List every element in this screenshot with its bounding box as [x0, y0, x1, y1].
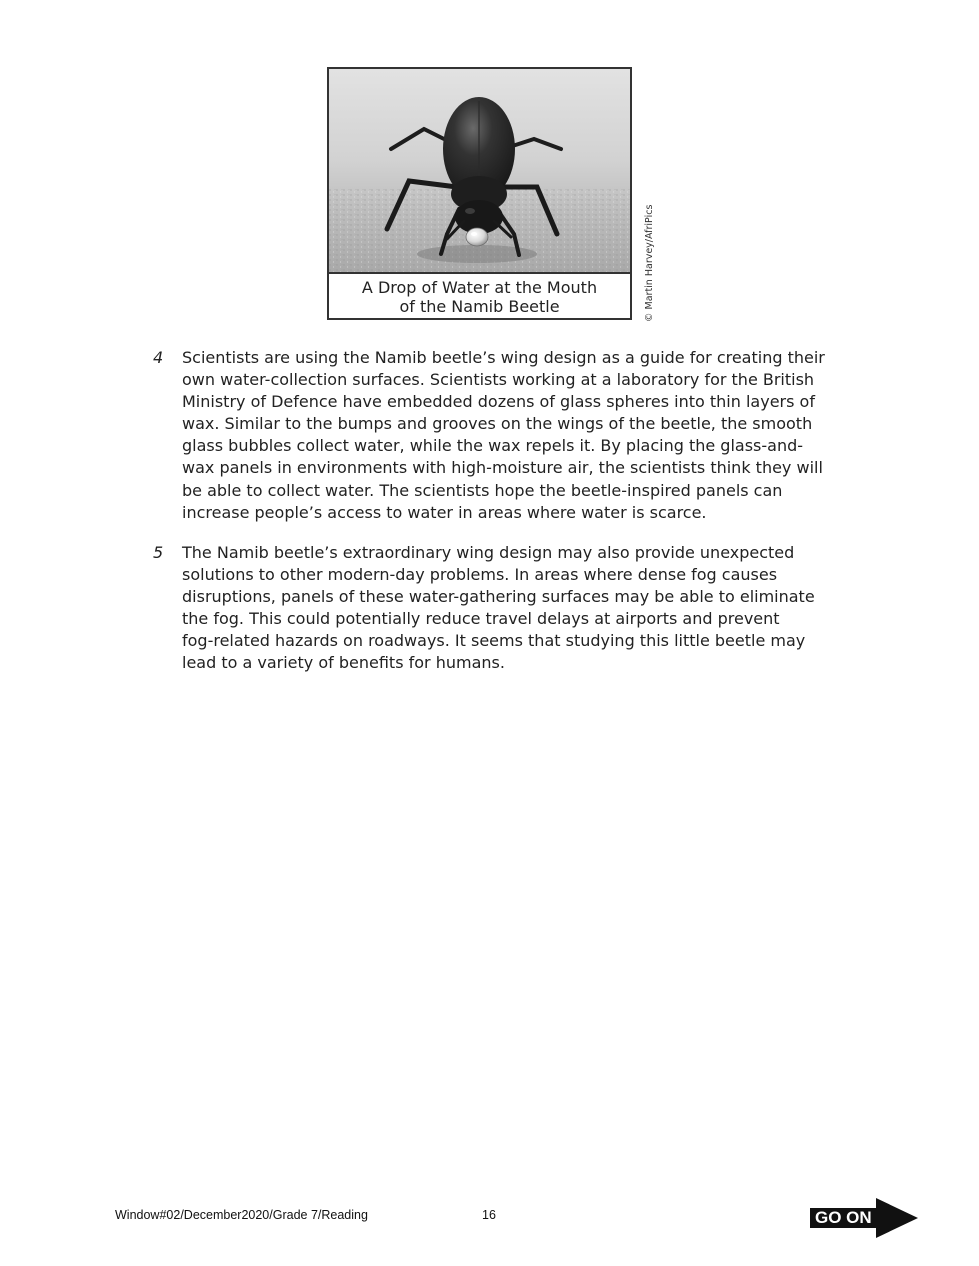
beetle-figure	[327, 67, 632, 320]
text-line: disruptions, panels of these water-gathering surfaces may be able to eliminate	[182, 587, 815, 607]
text-line: be able to collect water. The scientists hope the beetle-inspired panels can	[182, 480, 783, 500]
photo-credit: © Martin Harvey/AfriPics	[644, 204, 655, 322]
paragraph-number: 4	[153, 348, 164, 367]
text-line: Ministry of Defence have embedded dozens of glass spheres into thin layers of	[182, 392, 815, 412]
text-line: increase people’s access to water in areas where water is scarce.	[182, 502, 707, 522]
figure-caption	[329, 274, 630, 318]
beetle-photo	[329, 69, 630, 274]
paragraph-number: 5	[153, 543, 164, 562]
text-line: lead to a variety of benefits for humans.	[182, 653, 505, 673]
text-line: Scientists are using the Namib beetle’s wing design as a guide for creating their	[182, 348, 825, 367]
paragraph-text	[182, 542, 842, 675]
text-line: wax. Similar to the bumps and grooves on the wings of the beetle, the smooth	[182, 414, 813, 434]
caption-line-2: of the Namib Beetle	[399, 297, 560, 316]
text-line: wax panels in environments with high-moisture air, the scientists think they will	[182, 458, 823, 478]
paragraph-text	[182, 347, 842, 524]
footer-source: Window#02/December2020/Grade 7/Reading	[115, 1208, 368, 1222]
arrow-right-icon	[876, 1198, 918, 1238]
text-line: the fog. This could potentially reduce travel delays at airports and prevent	[182, 609, 780, 629]
text-line: own water-collection surfaces. Scientists working at a laboratory for the British	[182, 370, 815, 390]
text-line: solutions to other modern-day problems. In areas where dense fog causes	[182, 565, 778, 585]
text-line: fog-related hazards on roadways. It seems that studying this little beetle may	[182, 631, 806, 651]
page-number: 16	[482, 1208, 496, 1222]
text-line: glass bubbles collect water, while the wax repels it. By placing the glass-and-	[182, 436, 804, 456]
go-on-label: GO ON	[815, 1208, 872, 1227]
go-on-button[interactable]	[810, 1198, 920, 1238]
caption-line-1: A Drop of Water at the Mouth	[361, 278, 598, 297]
text-line: The Namib beetle’s extraordinary wing design may also provide unexpected	[182, 543, 795, 562]
